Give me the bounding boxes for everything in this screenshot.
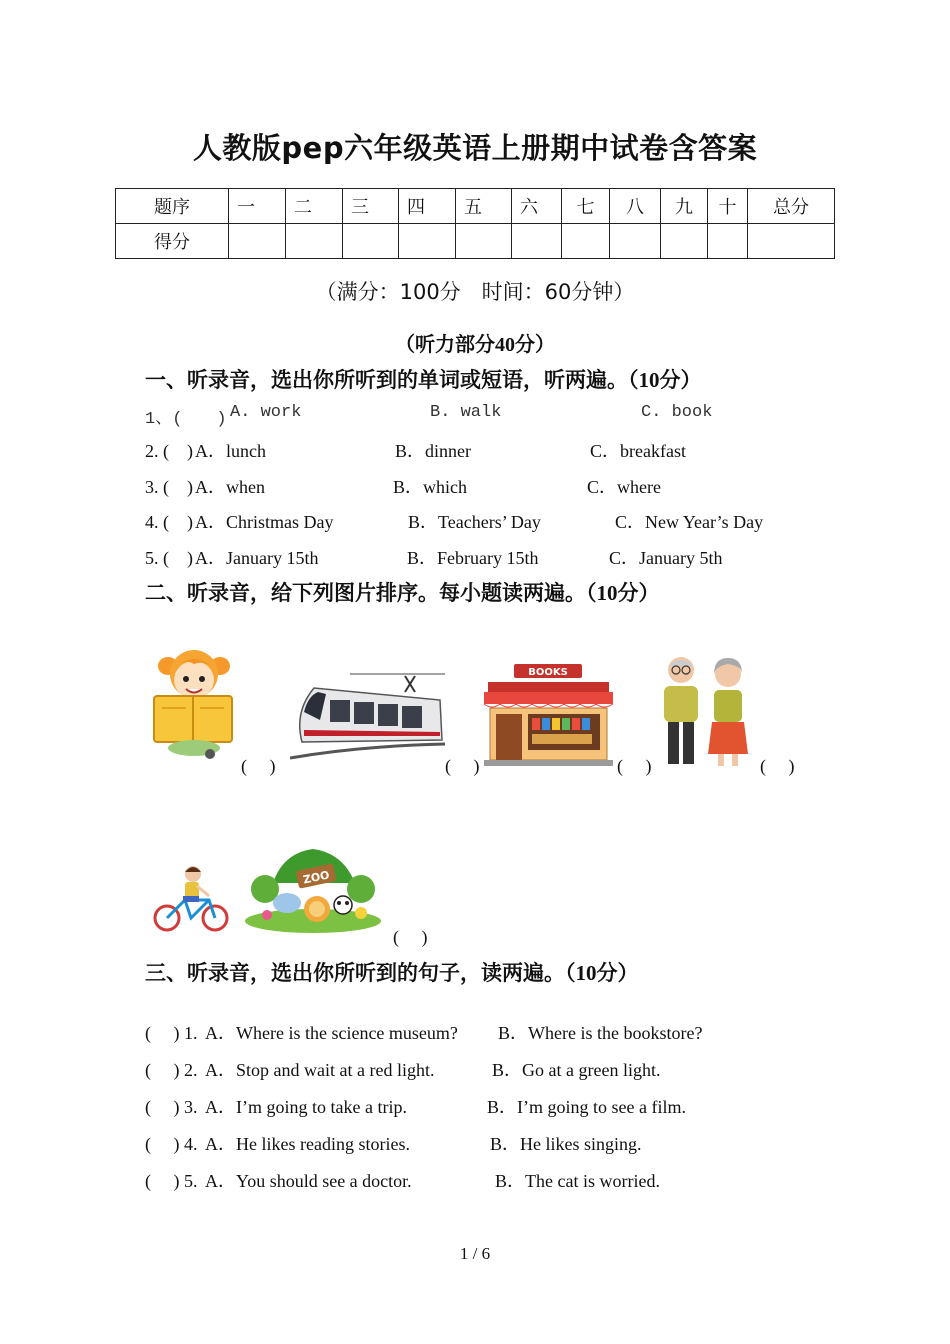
score-label-cell: 得分 [116, 224, 229, 259]
s3-q3-number: ( ) 3. [145, 1097, 198, 1117]
bookstore-icon [482, 662, 615, 766]
score-table-score-row [116, 224, 835, 259]
s1-q2-option-c[interactable]: C．breakfast [590, 441, 686, 461]
grandparents-icon [656, 654, 751, 768]
s3-q2-option-b[interactable]: B．Go at a green light. [492, 1060, 661, 1080]
score-cell: 六 [512, 189, 562, 224]
s1-q3-number: 3. ( ) [145, 477, 193, 497]
score-table-header-row [116, 189, 835, 224]
score-cell: 十 [708, 189, 748, 224]
s3-q5-option-a[interactable]: A．You should see a doctor. [205, 1171, 412, 1191]
score-input-cell[interactable] [399, 224, 456, 259]
train-icon [290, 672, 445, 760]
s3-q5-number: ( ) 5. [145, 1171, 198, 1191]
score-cell: 二 [286, 189, 343, 224]
s1-q4-option-b[interactable]: B．Teachers’ Day [408, 512, 541, 532]
exam-info: （满分：100分 时间：60分钟） [315, 280, 635, 304]
s2-blank-4[interactable]: ( ) [760, 756, 795, 776]
girl-cycling-icon [153, 862, 231, 934]
score-input-cell[interactable] [748, 224, 835, 259]
s3-q1-number: ( ) 1. [145, 1023, 198, 1043]
score-input-cell[interactable] [512, 224, 562, 259]
s2-blank-3[interactable]: ( ) [617, 756, 652, 776]
s3-q4-option-a[interactable]: A．He likes reading stories. [205, 1134, 410, 1154]
score-table [115, 188, 835, 259]
s3-q2-number: ( ) 2. [145, 1060, 198, 1080]
score-cell: 题序 [116, 189, 229, 224]
score-cell: 八 [610, 189, 661, 224]
s1-q2-option-a[interactable]: A．lunch [195, 441, 266, 461]
score-input-cell[interactable] [610, 224, 661, 259]
zoo-icon [243, 843, 383, 935]
score-input-cell[interactable] [562, 224, 610, 259]
s2-blank-5[interactable]: ( ) [393, 927, 428, 947]
s1-q4-number: 4. ( ) [145, 512, 193, 532]
s1-q3-option-c[interactable]: C．where [587, 477, 661, 497]
s1-q3-option-a[interactable]: A．when [195, 477, 265, 497]
s1-q4-option-c[interactable]: C．New Year’s Day [615, 512, 764, 532]
score-input-cell[interactable] [286, 224, 343, 259]
s1-q1-option-c[interactable]: C. book [641, 403, 713, 422]
s1-q5-number: 5. ( ) [145, 548, 193, 568]
zoo-sign-text: ZOO [301, 868, 331, 887]
s1-q4-option-a[interactable]: A．Christmas Day [195, 512, 334, 532]
s3-q4-number: ( ) 4. [145, 1134, 198, 1154]
page-number: 1 / 6 [459, 1244, 491, 1263]
score-cell: 四 [399, 189, 456, 224]
score-cell: 一 [229, 189, 286, 224]
s1-q1-option-b[interactable]: B. walk [430, 403, 502, 422]
s1-q5-option-b[interactable]: B．February 15th [407, 548, 539, 568]
s3-q4-option-b[interactable]: B．He likes singing. [490, 1134, 642, 1154]
s2-blank-1[interactable]: ( ) [241, 756, 276, 776]
score-input-cell[interactable] [661, 224, 708, 259]
s3-q3-option-a[interactable]: A．I’m going to take a trip. [205, 1097, 407, 1117]
listening-subtitle: （听力部分40分） [395, 334, 555, 356]
store-sign-text: BOOKS [528, 667, 568, 678]
s3-q1-option-a[interactable]: A．Where is the science museum? [205, 1023, 458, 1043]
girl-reading-icon [148, 644, 238, 764]
score-input-cell[interactable] [229, 224, 286, 259]
s1-q2-option-b[interactable]: B．dinner [395, 441, 471, 461]
s1-q1-number: 1、( ) [145, 410, 227, 429]
s1-q3-option-b[interactable]: B．which [393, 477, 467, 497]
section1-heading: 一、听录音，选出你所听到的单词或短语，听两遍。（10分） [145, 368, 702, 392]
score-cell: 七 [562, 189, 610, 224]
s3-q1-option-b[interactable]: B．Where is the bookstore? [498, 1023, 703, 1043]
s3-q3-option-b[interactable]: B．I’m going to see a film. [487, 1097, 686, 1117]
s2-blank-2[interactable]: ( ) [445, 756, 480, 776]
s1-q2-number: 2. ( ) [145, 441, 193, 461]
s1-q5-option-a[interactable]: A．January 15th [195, 548, 319, 568]
section2-heading: 二、听录音，给下列图片排序。每小题读两遍。（10分） [145, 581, 660, 605]
score-cell: 五 [456, 189, 512, 224]
score-input-cell[interactable] [343, 224, 399, 259]
score-cell: 三 [343, 189, 399, 224]
score-cell: 总分 [748, 189, 835, 224]
s3-q2-option-a[interactable]: A．Stop and wait at a red light. [205, 1060, 435, 1080]
s1-q1-option-a[interactable]: A. work [230, 403, 302, 422]
score-cell: 九 [661, 189, 708, 224]
s3-q5-option-b[interactable]: B．The cat is worried. [495, 1171, 660, 1191]
page-title: 人教版pep六年级英语上册期中试卷含答案 [192, 131, 758, 165]
score-input-cell[interactable] [456, 224, 512, 259]
score-input-cell[interactable] [708, 224, 748, 259]
section3-heading: 三、听录音，选出你所听到的句子，读两遍。（10分） [145, 961, 639, 985]
s1-q5-option-c[interactable]: C．January 5th [609, 548, 723, 568]
